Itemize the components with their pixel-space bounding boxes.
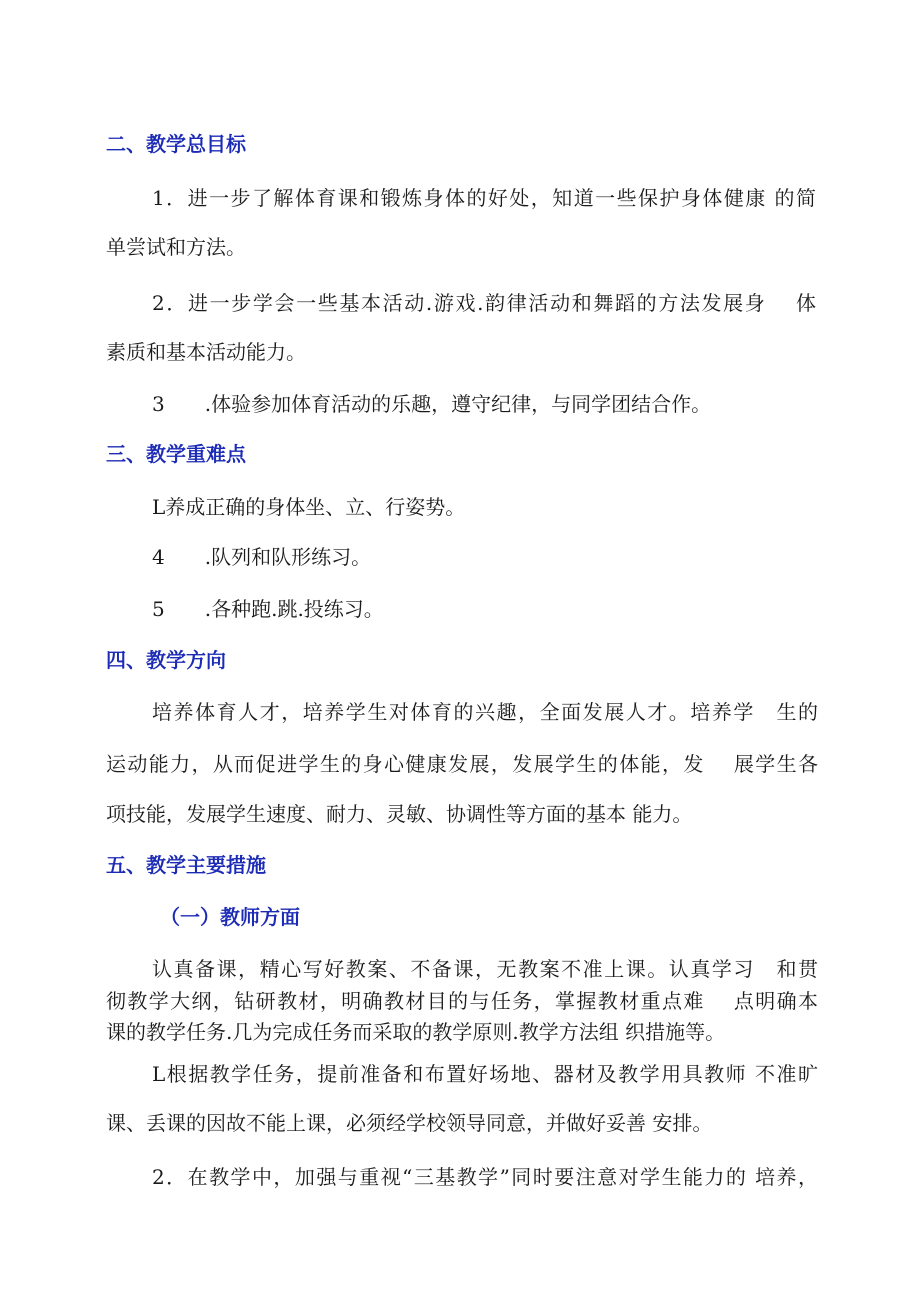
- goal-item-2-line-1: 2．进一步学会一些基本活动.游戏.韵律活动和舞蹈的方法发展身 体: [152, 291, 816, 315]
- teacher-paragraph-2-line-1: L根据教学任务，提前准备和布置好场地、器材及教学用具教师 不准旷: [152, 1062, 818, 1086]
- teacher-paragraph-1-line-2: 彻教学大纲，钻研教材，明确教材目的与任务，掌握教材重点难 点明确本: [106, 989, 818, 1013]
- teacher-paragraph-1-line-1: 认真备课，精心写好教案、不备课，无教案不准上课。认真学习 和贯: [152, 957, 818, 981]
- direction-paragraph-line-3: 项技能，发展学生速度、耐力、灵敏、协调性等方面的基本 能力。: [106, 802, 693, 826]
- subsection-heading-teacher: （一）教师方面: [160, 905, 300, 929]
- key-point-3: 5 .各种跑.跳.投练习。: [152, 597, 384, 621]
- section-heading-measures: 五、教学主要措施: [106, 853, 266, 877]
- teacher-paragraph-3-line-1: 2．在教学中，加强与重视“三基教学”同时要注意对学生能力的 培养，: [152, 1165, 818, 1189]
- section-heading-direction: 四、教学方向: [106, 648, 226, 672]
- section-heading-key-points: 三、教学重难点: [106, 442, 246, 466]
- goal-item-1-line-1: 1．进一步了解体育课和锻炼身体的好处，知道一些保护身体健康 的简: [152, 186, 816, 210]
- teacher-paragraph-1-line-3: 课的教学任务.几为完成任务而采取的教学原则.教学方法组 织措施等。: [106, 1020, 726, 1044]
- section-heading-goals: 二、教学总目标: [106, 132, 246, 156]
- goal-item-3: 3 .体验参加体育活动的乐趣，遵守纪律，与同学团结合作。: [152, 392, 712, 416]
- goal-item-2-line-2: 素质和基本活动能力。: [106, 340, 306, 364]
- key-point-2: 4 .队列和队形练习。: [152, 545, 372, 569]
- direction-paragraph-line-2: 运动能力，从而促进学生的身心健康发展，发展学生的体能，发 展学生各: [106, 752, 818, 776]
- goal-item-1-line-2: 单尝试和方法。: [106, 235, 246, 259]
- teacher-paragraph-2-line-2: 课、丢课的因故不能上课，必须经学校领导同意，并做好妥善 安排。: [106, 1111, 713, 1135]
- direction-paragraph-line-1: 培养体育人才，培养学生对体育的兴趣，全面发展人才。培养学 生的: [152, 700, 818, 724]
- key-point-1: L养成正确的身体坐、立、行姿势。: [152, 495, 466, 519]
